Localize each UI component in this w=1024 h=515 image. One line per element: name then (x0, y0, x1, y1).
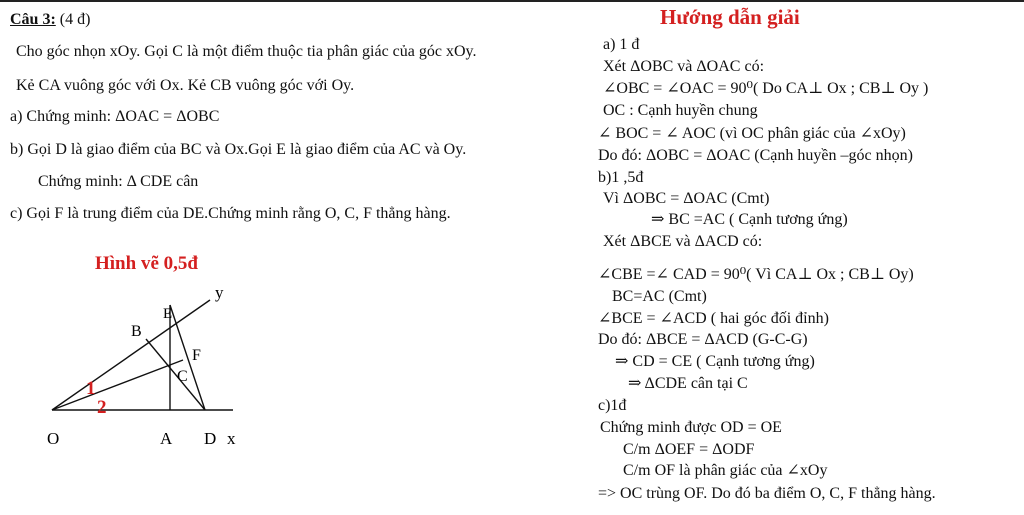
solution-title: Hướng dẫn giải (660, 5, 800, 29)
solution-line: Xét ΔOBC và ΔOAC có: (603, 58, 765, 75)
problem-heading (10, 11, 90, 29)
solution-line: ⇒ ΔCDE cân tại C (628, 375, 748, 392)
angle-label-1: 1 (86, 378, 96, 399)
label-d: D (204, 429, 217, 448)
problem-points: (4 đ) (59, 11, 91, 28)
solution-line: c)1đ (598, 397, 627, 414)
solution-line: ⇒ CD = CE ( Cạnh tương ứng) (615, 353, 815, 370)
label-x: x (227, 429, 236, 448)
solution-line: ∠ BOC = ∠ AOC (vì OC phân giác của ∠xOy) (598, 125, 906, 142)
solution-line: a) 1 đ (603, 36, 640, 53)
solution-line: C/m OF là phân giác của ∠xOy (623, 462, 828, 479)
solution-line: Chứng minh được OD = OE (600, 419, 782, 436)
problem-line: Cho góc nhọn xOy. Gọi C là một điểm thuộc tia phân giác của góc xOy. (16, 43, 477, 60)
label-y: y (215, 283, 224, 302)
solution-line: Do đó: ΔBCE = ΔACD (G-C-G) (598, 331, 808, 348)
solution-line: Do đó: ΔOBC = ΔOAC (Cạnh huyền –góc nhọn) (598, 147, 913, 164)
bisector-oc (52, 360, 183, 410)
problem-part-b-prove: Chứng minh: Δ CDE cân (38, 173, 199, 190)
top-border (0, 0, 1024, 2)
label-o: O (47, 429, 60, 448)
problem-part-a: a) Chứng minh: ΔOAC = ΔOBC (10, 108, 220, 125)
solution-line: ∠BCE = ∠ACD ( hai góc đối đỉnh) (598, 310, 829, 327)
solution-line: b)1 ,5đ (598, 169, 644, 186)
solution-line: C/m ΔOEF = ΔODF (623, 441, 755, 458)
problem-part-b: b) Gọi D là giao điểm của BC và Ox.Gọi E là giao điểm của AC và Oy. (10, 141, 467, 158)
angle-label-2: 2 (97, 397, 107, 418)
solution-line: BC=AC (Cmt) (612, 288, 707, 305)
solution-line: ∠CBE =∠ CAD = 90⁰( Vì CA⊥ Ox ; CB⊥ Oy) (598, 266, 914, 283)
problem-line: Kẻ CA vuông góc với Ox. Kẻ CB vuông góc với Oy. (16, 77, 355, 94)
solution-line: ∠OBC = ∠OAC = 90⁰( Do CA⊥ Ox ; CB⊥ Oy ) (603, 80, 929, 97)
solution-line: OC : Cạnh huyền chung (603, 102, 758, 119)
solution-line: => OC trùng OF. Do đó ba điểm O, C, F thẳng hàng. (598, 485, 936, 502)
label-e: E (163, 306, 173, 322)
label-c: C (177, 368, 188, 385)
problem-part-c: c) Gọi F là trung điểm của DE.Chứng minh rằng O, C, F thẳng hàng. (10, 205, 451, 222)
label-f: F (192, 347, 201, 364)
solution-line: ⇒ BC =AC ( Cạnh tương ứng) (651, 211, 848, 228)
figure-title: Hình vẽ 0,5đ (95, 253, 198, 274)
problem-number: Câu 3: (10, 11, 56, 28)
geometry-figure (0, 275, 300, 455)
solution-line: Xét ΔBCE và ΔACD có: (603, 233, 763, 250)
label-a: A (160, 429, 173, 448)
solution-line: Vì ΔOBC = ΔOAC (Cmt) (603, 190, 770, 207)
label-b: B (131, 323, 142, 340)
